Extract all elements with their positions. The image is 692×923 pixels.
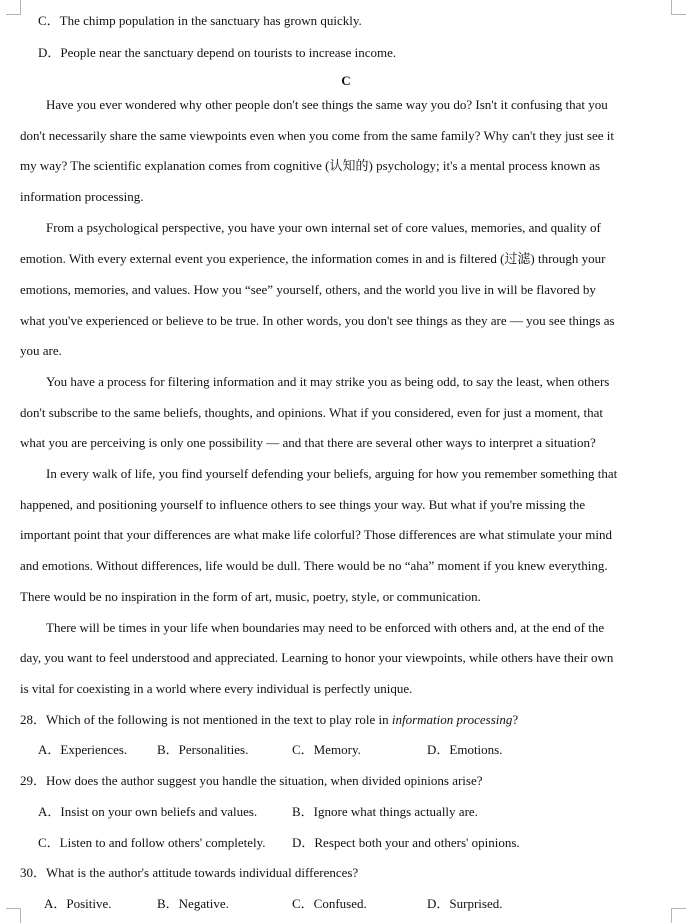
- question-30-options: [0, 895, 692, 913]
- passage-line: is vital for coexisting in a world where every individual is perfectly unique.: [20, 681, 413, 696]
- question-29-options-row1: [0, 803, 692, 821]
- question-28-italic-term: information processing: [391, 712, 513, 727]
- question-28-stem-end: ?: [512, 712, 519, 727]
- passage-line: In every walk of life, you find yourself defending your beliefs, arguing for how you remember something that: [46, 466, 618, 481]
- q29-option-b[interactable]: B．Ignore what things actually are.: [292, 804, 478, 819]
- passage-line: Have you ever wondered why other people don't see things the same way you do? Isn't it confusing that you: [46, 97, 608, 112]
- q28-option-d[interactable]: D．Emotions.: [427, 742, 503, 757]
- q30-option-c[interactable]: C．Confused.: [292, 896, 367, 911]
- q29-option-a[interactable]: A．Insist on your own beliefs and values.: [38, 804, 258, 819]
- prev-option-c: C．The chimp population in the sanctuary has grown quickly.: [38, 13, 362, 28]
- q30-option-d[interactable]: D．Surprised.: [427, 896, 503, 911]
- passage-line: There would be no inspiration in the form of art, music, poetry, style, or communication.: [20, 589, 481, 604]
- question-28-stem: [20, 711, 672, 729]
- q28-option-c[interactable]: C．Memory.: [292, 742, 361, 757]
- passage-line: and emotions. Without differences, life would be dull. There would be no “aha” moment if you knew everything.: [20, 558, 608, 573]
- section-label: C: [341, 73, 351, 88]
- question-28-options: [0, 741, 692, 759]
- passage-line: There will be times in your life when boundaries may need to be enforced with others and, at the end of the: [46, 620, 605, 635]
- passage-line: You have a process for filtering information and it may strike you as being odd, to say the least, when others: [46, 374, 610, 389]
- passage-line: what you've experienced or believe to be true. In other words, you don't see things as they are — you see things as: [20, 313, 615, 328]
- q30-option-a[interactable]: A．Positive.: [44, 896, 112, 911]
- passage-line: don't necessarily share the same viewpoints even when you come from the same family? Why can't they just see it: [20, 128, 614, 143]
- passage-line: you are.: [20, 343, 62, 358]
- passage-line: emotions, memories, and values. How you “see” yourself, others, and the world you live in will be flavored by: [20, 282, 596, 297]
- passage-line: don't subscribe to the same beliefs, thoughts, and opinions. What if you considered, even for just a moment, that: [20, 405, 604, 420]
- crop-mark-top-left: [6, 0, 21, 15]
- passage-line: information processing.: [20, 189, 144, 204]
- passage-line: emotion. With every external event you experience, the information comes in and is filtered (过滤) through your: [20, 251, 606, 266]
- q30-option-b[interactable]: B．Negative.: [157, 896, 229, 911]
- q28-option-a[interactable]: A．Experiences.: [38, 742, 128, 757]
- question-29-stem: 29．How does the author suggest you handle the situation, when divided opinions arise?: [20, 773, 483, 788]
- question-29-options-row2: [0, 834, 692, 852]
- prev-option-d: D．People near the sanctuary depend on tourists to increase income.: [38, 45, 397, 60]
- passage-line: my way? The scientific explanation comes from cognitive (认知的) psychology; it's a mental process known as: [20, 158, 601, 173]
- q29-option-d[interactable]: D．Respect both your and others' opinions.: [292, 835, 520, 850]
- passage-line: day, you want to feel understood and appreciated. Learning to honor your viewpoints, while others have their own: [20, 650, 614, 665]
- q28-option-b[interactable]: B．Personalities.: [157, 742, 249, 757]
- question-30-stem: 30．What is the author's attitude towards individual differences?: [20, 865, 359, 880]
- passage-line: happened, and positioning yourself to influence others to see things your way. But what if you're missing the: [20, 497, 586, 512]
- crop-mark-top-right: [671, 0, 686, 15]
- q29-option-c[interactable]: C．Listen to and follow others' completely.: [38, 835, 266, 850]
- passage-line: From a psychological perspective, you have your own internal set of core values, memories, and quality of: [46, 220, 601, 235]
- question-28-stem-text: 28．Which of the following is not mentioned in the text to play role in: [20, 712, 392, 727]
- passage-line: important point that your differences are what make life colorful? Those differences are what stimulate your mind: [20, 527, 613, 542]
- passage-line: what you are perceiving is only one possibility — and that there are several other ways to interpret a situation?: [20, 435, 596, 450]
